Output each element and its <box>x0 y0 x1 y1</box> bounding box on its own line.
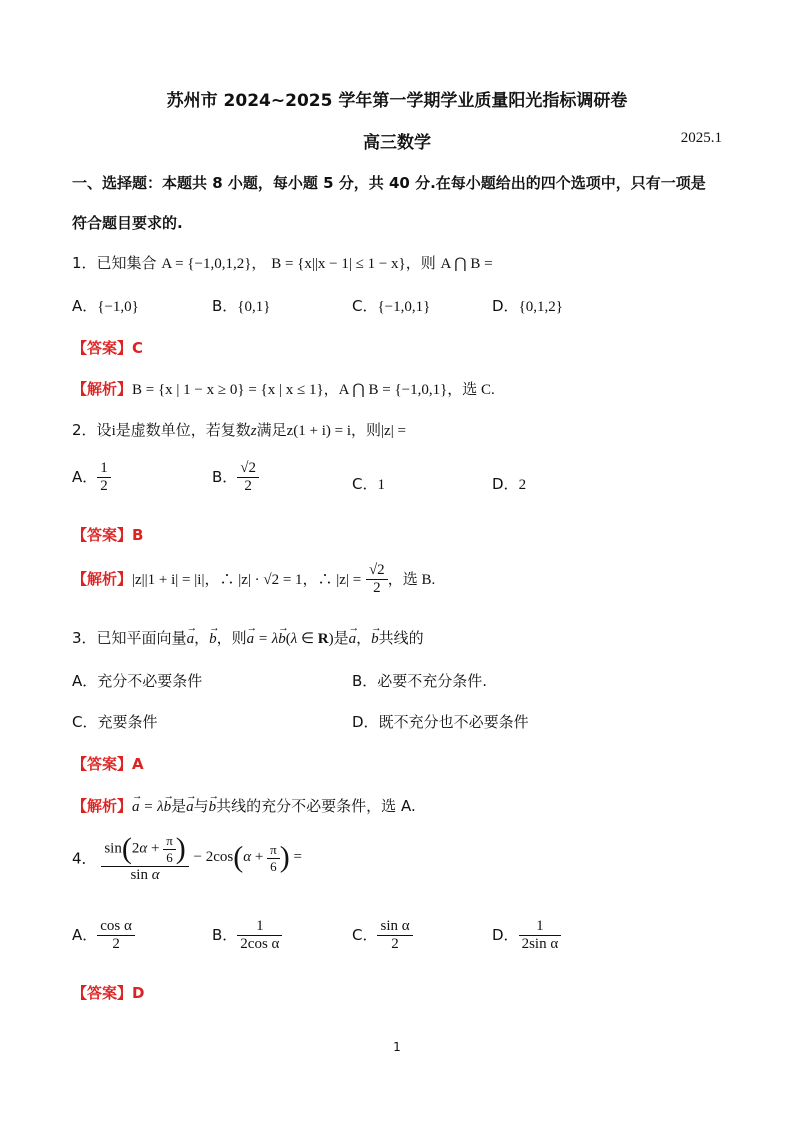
option-b: B． $\frac{√2}{2}$ <box>212 460 259 495</box>
answer-4: 【答案】D <box>72 984 145 1002</box>
analysis-3: 【解析】→ a = λ→ b是→ a与→ b共线的充分不必要条件，选 A. <box>72 795 416 816</box>
question-number: 3． <box>72 629 97 647</box>
math-set-b: B = {x||x − 1| ≤ 1 − x} <box>271 256 406 272</box>
math-expression: sin(2α + $\frac{\pi}{6}$ ) sin α <box>101 832 188 884</box>
math-ask: A ⋂ B = <box>440 256 493 272</box>
question-number: 2． <box>72 421 97 439</box>
option-b: B．必要不充分条件. <box>352 672 488 690</box>
question-4: 4． sin(2α + $\frac{\pi}{6}$ ) sin α − 2cos(α + $\frac{\pi}{6}$ ) = <box>72 832 302 883</box>
analysis-1 <box>72 378 495 399</box>
question-number: 1． <box>72 254 97 272</box>
option-c: C． $\frac{\text{sin α}}{2}$ <box>352 918 413 953</box>
question-2: 2．设i是虚数单位，若复数z满足z(1 + i) = i，则|z| = <box>72 421 406 439</box>
option-d: D．{0,1,2} <box>492 297 563 315</box>
math-set-a: A = {−1,0,1,2} <box>161 256 252 272</box>
exam-date: 2025.1 <box>680 130 722 146</box>
question-1: 1．已知集合 A = {−1,0,1,2}， B = {x||x − 1| ≤ 1 − x}，则 A ⋂ B = <box>72 254 493 272</box>
page-number: 1 <box>393 1040 401 1054</box>
page-title: 苏州市 2024~2025 学年第一学期学业质量阳光指标调研卷 <box>166 91 628 111</box>
option-c: C．{−1,0,1} <box>352 297 431 315</box>
answer-3: 【答案】A <box>72 755 144 773</box>
question-text: ，则 <box>405 254 436 272</box>
page-subtitle: 高三数学 <box>363 133 431 153</box>
question-text: 已知集合 <box>96 254 157 272</box>
option-c: C．1 <box>352 475 385 493</box>
answer-1: 【答案】C <box>72 339 144 357</box>
answer-2: 【答案】B <box>72 526 144 544</box>
question-3: 3．已知平面向量→ a，→ b，则→ a = λ→ b(λ ∈ R)是→ a，→ b共线的 <box>72 627 424 648</box>
option-b: B．{0,1} <box>212 297 271 315</box>
option-b: B． $\frac{1}{\text{2cos α}}$ <box>212 918 282 953</box>
option-a: A． $\frac{1}{2}$ <box>72 460 111 495</box>
section-heading-line2: 符合题目要求的. <box>72 214 183 232</box>
question-number: 4． <box>72 849 97 868</box>
section-heading-line1: 一、选择题：本题共 8 小题，每小题 5 分，共 40 分.在每小题给出的四个选项中，只有一项是 <box>72 174 706 192</box>
option-d: D． $\frac{1}{\text{2sin α}}$ <box>492 918 561 953</box>
option-a: A．{−1,0} <box>72 297 139 315</box>
option-a: A． $\frac{\text{cos α}}{2}$ <box>72 918 135 953</box>
option-d: D．2 <box>492 475 527 493</box>
option-d: D．既不充分也不必要条件 <box>352 713 529 731</box>
analysis-label: 【解析】 <box>72 797 133 815</box>
analysis-2: 【解析】|z||1 + i| = |i|，∴ |z| · √2 = 1，∴ |z| = $\frac{√2}{2}$ ，选 B. <box>72 562 436 596</box>
option-a: A．充分不必要条件 <box>72 672 203 690</box>
analysis-label: 【解析】 <box>72 570 133 588</box>
analysis-text: B = {x | 1 − x ≥ 0} = {x | x ≤ 1}，A ⋂ B = {−1,0,1}，选 C. <box>132 382 495 398</box>
option-c: C．充要条件 <box>72 713 158 731</box>
analysis-label: 【解析】 <box>72 380 133 398</box>
